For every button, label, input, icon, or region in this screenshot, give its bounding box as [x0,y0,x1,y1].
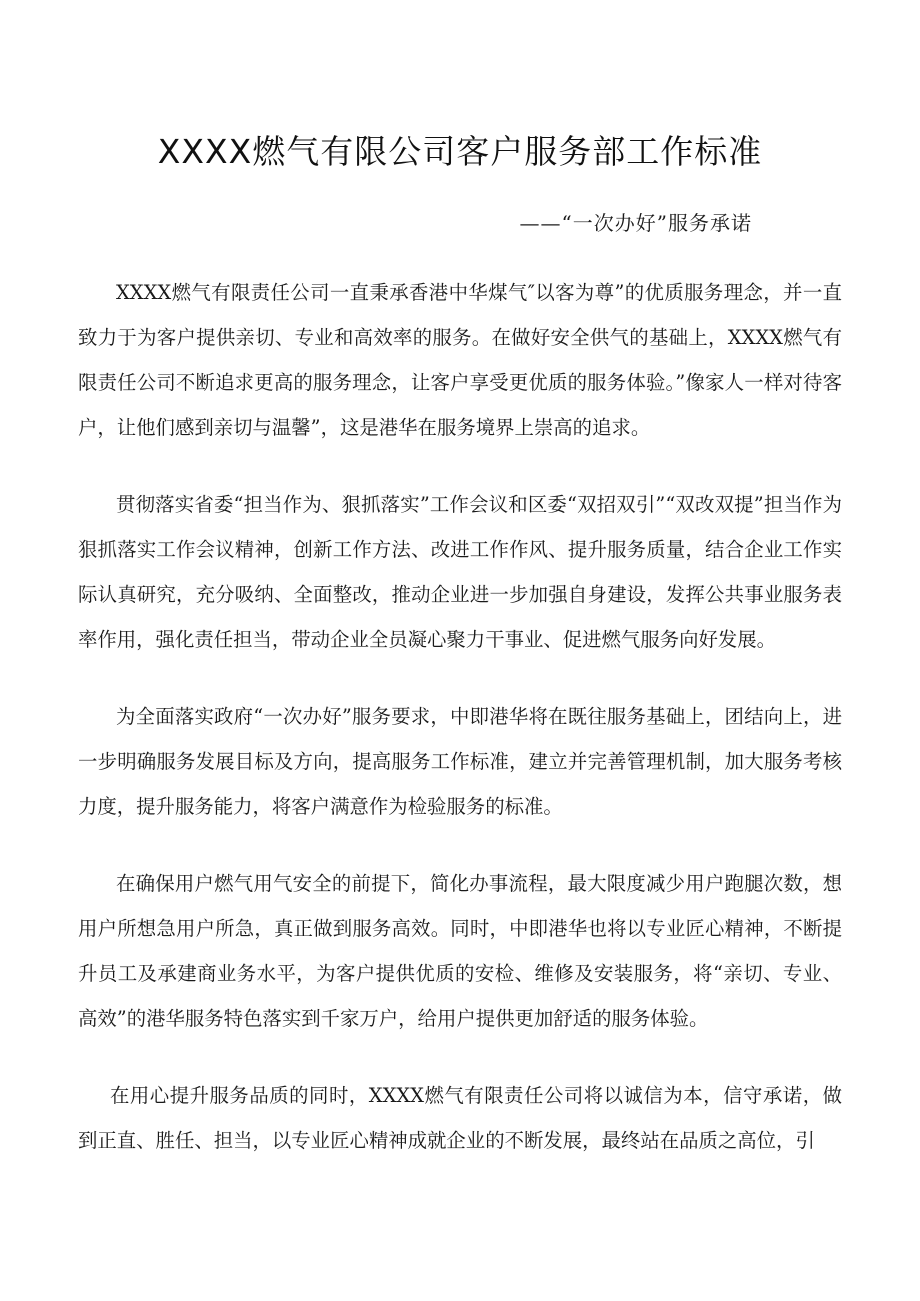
document-body [78,270,842,1195]
document-title: XXXX燃气有限公司客户服务部工作标准 [157,132,763,171]
paragraph-4: 在确保用户燃气用气安全的前提下，简化办事流程，最大限度减少用户跑腿次数，想用户所想急用户所急，真正做到服务高效。同时，中即港华也将以专业匠心精神，不断提升员工及承建商业务水平，为客户提供优质的安检、维修及安装服务，将“亲切、专业、高效”的港华服务特色落实到千家万户，给用户提供更加舒适的服务体验。 [78,872,842,1030]
document-subtitle: ——“一次办好”服务承诺 [519,211,752,235]
paragraph-1: XXXX燃气有限责任公司一直秉承香港中华煤气″以客为尊”的优质服务理念，并一直致力于为客户提供亲切、专业和高效率的服务。在做好安全供气的基础上，XXXX燃气有限责任公司不断追求更高的服务理念，让客户享受更优质的服务体验。”像家人一样对待客户，让他们感到亲切与温馨”，这是港华在服务境界上崇高的追求。 [78,281,842,439]
paragraph-5: 在用心提升服务品质的同时，XXXX燃气有限责任公司将以诚信为本，信守承诺，做到正直、胜任、担当，以专业匠心精神成就企业的不断发展，最终站在品质之高位，引 [78,1084,842,1152]
paragraph-2: 贯彻落实省委“担当作为、狠抓落实”工作会议和区委“双招双引”“双改双提”担当作为狠抓落实工作会议精神，创新工作方法、改进工作作风、提升服务质量，结合企业工作实际认真研究，充分吸纳、全面整改，推动企业进一步加强自身建设，发挥公共事业服务表率作用，强化责任担当，带动企业全员凝心聚力干事业、促进燃气服务向好发展。 [78,493,842,651]
paragraph-3: 为全面落实政府“一次办好”服务要求，中即港华将在既往服务基础上，团结向上，进一步明确服务发展目标及方向，提高服务工作标准，建立并完善管理机制，加大服务考核力度，提升服务能力，将客户满意作为检验服务的标准。 [78,705,842,818]
